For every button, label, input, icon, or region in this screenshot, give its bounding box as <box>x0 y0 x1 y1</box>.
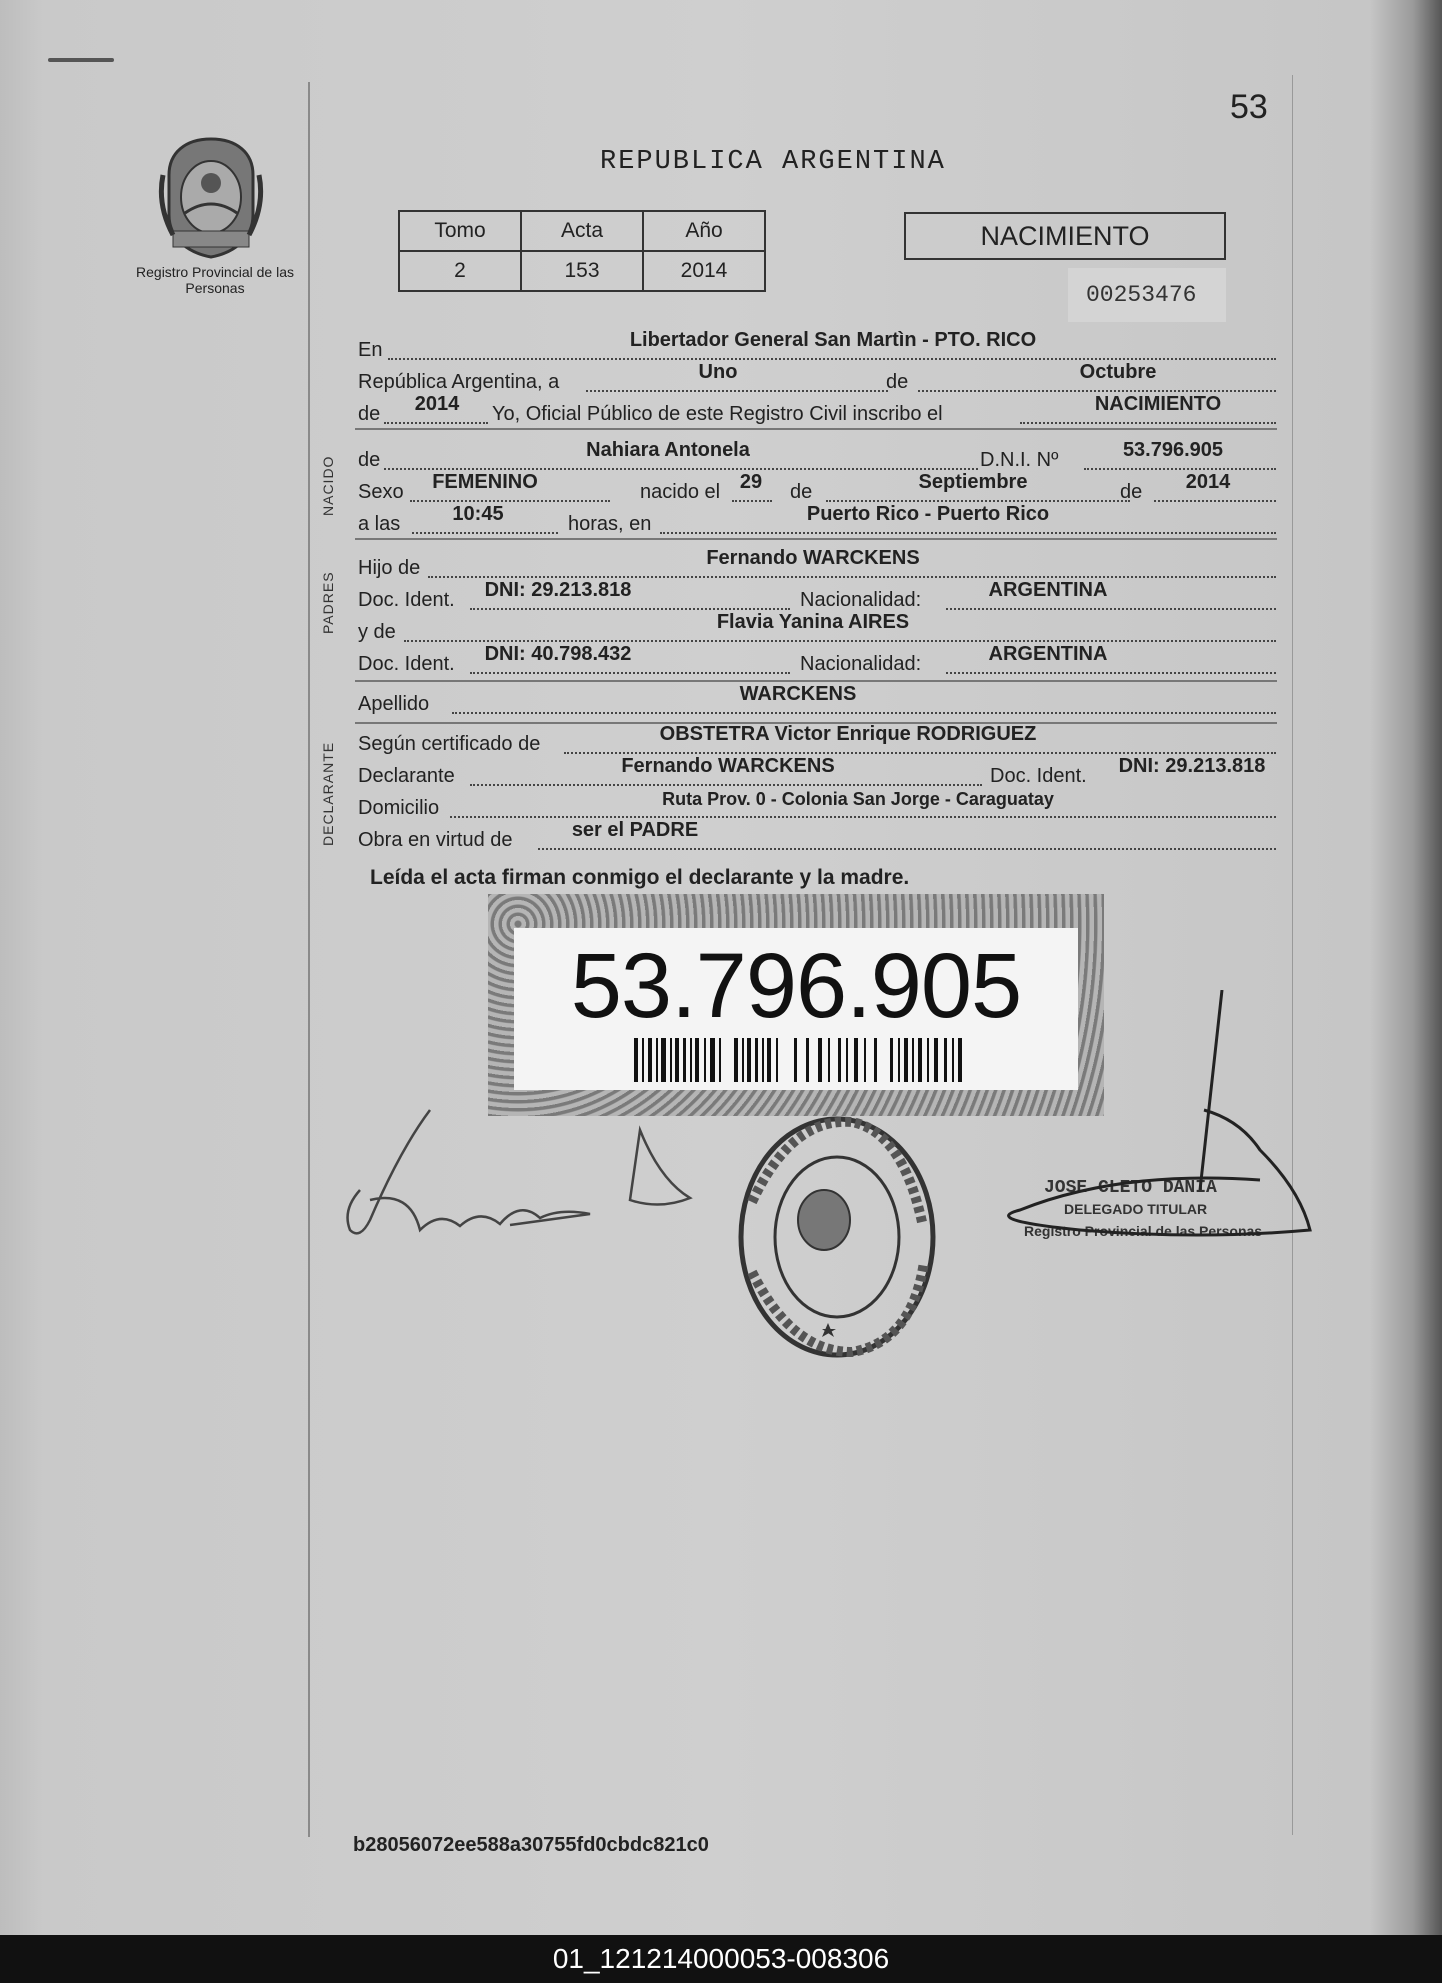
mes-value: Octubre <box>1079 361 1157 383</box>
ano-value: 2014 <box>643 251 765 291</box>
de-label: de <box>358 449 381 471</box>
dotted-line <box>538 848 1276 850</box>
row-madre <box>358 612 1276 646</box>
record-type-box: NACIMIENTO <box>904 212 1226 260</box>
dia-value: Uno <box>698 361 738 383</box>
madre-value: Flavia Yanina AIRES <box>716 611 910 633</box>
dotted-line <box>470 672 790 674</box>
declarante-value: Fernando WARCKENS <box>621 755 835 777</box>
table-header-cell: Tomo <box>399 211 521 251</box>
row-padre-doc <box>358 580 1276 614</box>
table-header-cell: Año <box>643 211 765 251</box>
barcode-icon <box>634 1038 964 1082</box>
document-hash: b28056072ee588a30755fd0cbdc821c0 <box>353 1834 709 1856</box>
localidad-value: Libertador General San Martìn - PTO. RICO <box>629 329 1037 351</box>
apellido-value: WARCKENS <box>739 683 857 705</box>
row-nombre <box>358 440 1276 474</box>
row-padre <box>358 548 1276 582</box>
doc-label: Doc. Ident. <box>358 653 455 675</box>
certificado-value: OBSTETRA Victor Enrique RODRIGUEZ <box>659 723 1037 745</box>
nacido-side-label: NACIDO <box>320 455 336 516</box>
acto-value: NACIMIENTO <box>1094 393 1222 415</box>
y-de-label: y de <box>358 621 396 643</box>
de-label: de <box>790 481 813 503</box>
domicilio-value: Ruta Prov. 0 - Colonia San Jorge - Caraguatay <box>662 789 1054 809</box>
dia-nac-value: 29 <box>739 471 763 493</box>
right-margin-line <box>1292 75 1293 1835</box>
barcode-number: 53.796.905 <box>570 935 1022 1037</box>
dotted-line <box>1084 468 1276 470</box>
table-row <box>399 251 765 291</box>
obra-value: ser el PADRE <box>571 819 699 841</box>
tomo-acta-ano-table <box>398 210 766 292</box>
doc-label: Doc. Ident. <box>358 589 455 611</box>
dotted-line <box>732 500 772 502</box>
madre-doc-value: DNI: 40.798.432 <box>484 643 632 665</box>
dni-value: 53.796.905 <box>1122 439 1224 461</box>
row-fecha <box>358 362 1276 396</box>
dotted-line <box>1020 422 1276 424</box>
apellido-label: Apellido <box>358 693 430 715</box>
nombre-value: Nahiara Antonela <box>586 439 750 461</box>
dotted-line <box>826 500 1130 502</box>
declarante-doc-value: DNI: 29.213.818 <box>1118 755 1266 777</box>
delegado-registry: Registro Provincial de las Personas <box>1024 1223 1263 1239</box>
de2-label: de <box>358 403 381 425</box>
nacionalidad-label: Nacionalidad: <box>800 653 922 675</box>
registro-label: Registro Provincial de las Personas <box>136 264 294 296</box>
dni-label: D.N.I. Nº <box>980 449 1059 471</box>
table-header-cell: Acta <box>521 211 643 251</box>
delegado-name: JOSE CLETO DANIA <box>1044 1178 1217 1198</box>
section-divider <box>355 538 1277 540</box>
dotted-line <box>428 576 1276 578</box>
padre-value: Fernando WARCKENS <box>706 547 920 569</box>
padres-side-label: PADRES <box>320 571 336 634</box>
page-number: 53 <box>1230 88 1268 126</box>
section-divider <box>355 428 1277 430</box>
tomo-value: 2 <box>399 251 521 291</box>
declarant-signature-icon <box>330 1090 710 1250</box>
dotted-line <box>384 422 488 424</box>
section-divider <box>355 680 1277 682</box>
anio-value: 2014 <box>414 393 460 415</box>
segun-label: Según certificado de <box>358 733 541 755</box>
delegado-title: DELEGADO TITULAR <box>1064 1201 1208 1217</box>
dotted-line <box>470 784 982 786</box>
row-sexo <box>358 472 1276 506</box>
mes-nac-value: Septiembre <box>918 471 1028 493</box>
en-label: En <box>358 339 383 361</box>
de-label: de <box>886 371 909 393</box>
row-anio <box>358 394 1276 428</box>
declarante-label: Declarante <box>358 765 455 787</box>
a-las-label: a las <box>358 513 401 535</box>
row-certificado <box>358 724 1276 758</box>
dotted-line <box>470 608 790 610</box>
dotted-line <box>586 390 888 392</box>
horas-en-label: horas, en <box>568 513 652 535</box>
dotted-line <box>384 468 978 470</box>
nacionalidad-label: Nacionalidad: <box>800 589 922 611</box>
dotted-line <box>946 608 1276 610</box>
dotted-line <box>450 816 1276 818</box>
dotted-line <box>404 640 1276 642</box>
misiones-crest-icon <box>155 135 267 260</box>
dotted-line <box>452 712 1276 714</box>
footer-document-id: 01_121214000053-008306 <box>0 1935 1442 1983</box>
row-en <box>358 330 1276 364</box>
obra-label: Obra en virtud de <box>358 829 513 851</box>
lugar-value: Puerto Rico - Puerto Rico <box>806 503 1050 525</box>
table-header-row <box>399 211 765 251</box>
acta-value: 153 <box>521 251 643 291</box>
document-title: REPUBLICA ARGENTINA <box>600 147 946 177</box>
madre-nac-value: ARGENTINA <box>988 643 1108 665</box>
sexo-value: FEMENINO <box>432 471 538 493</box>
domicilio-label: Domicilio <box>358 797 440 819</box>
registry-seal-stamp <box>732 1112 942 1362</box>
declarante-side-label: DECLARANTE <box>320 741 336 846</box>
staple-mark <box>48 58 114 62</box>
official-signature-icon <box>1000 990 1320 1270</box>
dotted-line <box>564 752 1276 754</box>
dotted-line <box>1154 500 1276 502</box>
sexo-label: Sexo <box>358 481 404 503</box>
dotted-line <box>918 390 1276 392</box>
doc-label: Doc. Ident. <box>990 765 1087 787</box>
closing-statement: Leída el acta firman conmigo el declarante y la madre. <box>370 866 910 889</box>
left-margin-line <box>308 82 310 1837</box>
dotted-line <box>660 532 1276 534</box>
row-apellido <box>358 684 1276 718</box>
row-obra <box>358 820 1276 854</box>
hora-value: 10:45 <box>452 503 504 525</box>
row-hora <box>358 504 1276 538</box>
dotted-line <box>946 672 1276 674</box>
serial-number: 00253476 <box>1068 268 1226 322</box>
row-madre-doc <box>358 644 1276 678</box>
row-declarante <box>358 756 1276 790</box>
barcode-panel <box>514 928 1078 1090</box>
anio-nac-value: 2014 <box>1185 471 1231 493</box>
dotted-line <box>388 358 1276 360</box>
padre-doc-value: DNI: 29.213.818 <box>484 579 632 601</box>
de-label: de <box>1120 481 1143 503</box>
row-domicilio <box>358 788 1276 822</box>
dotted-line <box>410 500 610 502</box>
nacido-el-label: nacido el <box>640 481 721 503</box>
padre-nac-value: ARGENTINA <box>988 579 1108 601</box>
dotted-line <box>412 532 558 534</box>
oficial-label: Yo, Oficial Público de este Registro Civil inscribo el <box>492 403 943 425</box>
hijo-de-label: Hijo de <box>358 557 421 579</box>
republica-label: República Argentina, a <box>358 371 560 393</box>
